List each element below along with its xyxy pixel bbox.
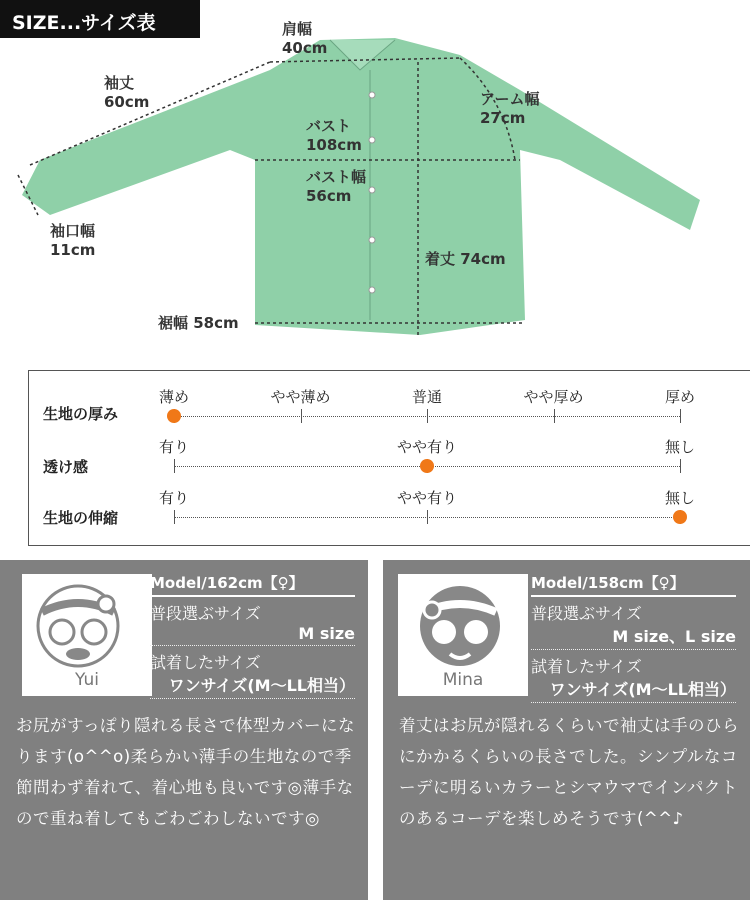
tried-size: ワンサイズ(M〜LL相当）	[150, 673, 355, 699]
scale-tick	[554, 409, 555, 423]
scale-tick	[427, 510, 428, 524]
selected-level-marker	[673, 510, 687, 524]
mina-face-icon	[398, 574, 528, 674]
thickness-label: 生地の厚み	[43, 405, 119, 423]
usual-size: M size、L size	[531, 624, 736, 650]
sleeve-label: 袖丈 60cm	[104, 74, 150, 111]
scale-label: 薄め	[158, 388, 190, 406]
model-name: Yui	[75, 670, 99, 690]
yui-face-icon	[22, 574, 152, 674]
arm-label: アーム幅 27cm	[480, 90, 540, 127]
scale-label: 無し	[664, 489, 696, 507]
scale-label: やや有り	[396, 438, 458, 456]
scale-label: やや薄め	[270, 388, 331, 406]
usual-size-label: 普段選ぶサイズ	[150, 604, 261, 623]
model-height: Model/158cm【♀】	[531, 572, 736, 597]
scale-label: 厚め	[664, 388, 696, 406]
scale-tick	[174, 510, 175, 524]
scale-label: 無し	[664, 438, 696, 456]
model-avatar-card	[22, 574, 152, 696]
usual-size: M size	[150, 624, 355, 646]
shoulder-label: 肩幅 40cm	[282, 20, 328, 57]
model-comment: 着丈はお尻が隠れるくらいで袖丈は手のひらにかかるくらいの長さでした。シンプルなコーデに明るいカラーとシマウマでインパクトのあるコーデを楽しめそうです(^^♪	[399, 716, 739, 828]
cuff-label: 袖口幅 11cm	[50, 222, 96, 259]
fabric-properties-table	[28, 370, 750, 546]
transparency-label: 透け感	[43, 458, 89, 476]
scale-tick	[301, 409, 302, 423]
scale-tick	[174, 459, 175, 473]
selected-level-marker	[420, 459, 434, 473]
tried-size: ワンサイズ(M〜LL相当）	[531, 677, 736, 703]
scale-label: 有り	[158, 438, 190, 456]
scale-label: 有り	[158, 489, 190, 507]
stretch-label: 生地の伸縮	[43, 509, 119, 527]
hem-label: 裾幅 58cm	[158, 314, 239, 332]
bust-width-label: バスト幅 56cm	[306, 168, 367, 205]
usual-size-label: 普段選ぶサイズ	[531, 604, 642, 623]
scale-tick	[680, 409, 681, 423]
scale-tick	[427, 409, 428, 423]
bust-label: バスト 108cm	[306, 117, 362, 154]
model-panel-mina	[383, 560, 750, 900]
scale-label: やや厚め	[523, 388, 584, 406]
model-name: Mina	[442, 670, 484, 690]
selected-level-marker	[167, 409, 181, 423]
model-comment: お尻がすっぽり隠れる長さで体型カバーになります(o^^o)柔らかい薄手の生地なので季節問わず着れて、着心地も良いです◎薄手なので重ね着してもごわごわしないです◎	[16, 716, 356, 828]
size-chart-title: SIZE...サイズ表	[0, 0, 200, 38]
scale-label: 普通	[411, 388, 443, 406]
model-avatar-card	[398, 574, 528, 696]
shirt-illustration	[0, 0, 750, 360]
model-panel-yui	[0, 560, 368, 900]
length-label: 着丈 74cm	[425, 250, 506, 268]
scale-tick	[680, 459, 681, 473]
model-height: Model/162cm【♀】	[150, 572, 355, 597]
tried-size-label: 試着したサイズ	[150, 653, 261, 672]
tried-size-label: 試着したサイズ	[531, 657, 642, 676]
scale-label: やや有り	[396, 489, 458, 507]
